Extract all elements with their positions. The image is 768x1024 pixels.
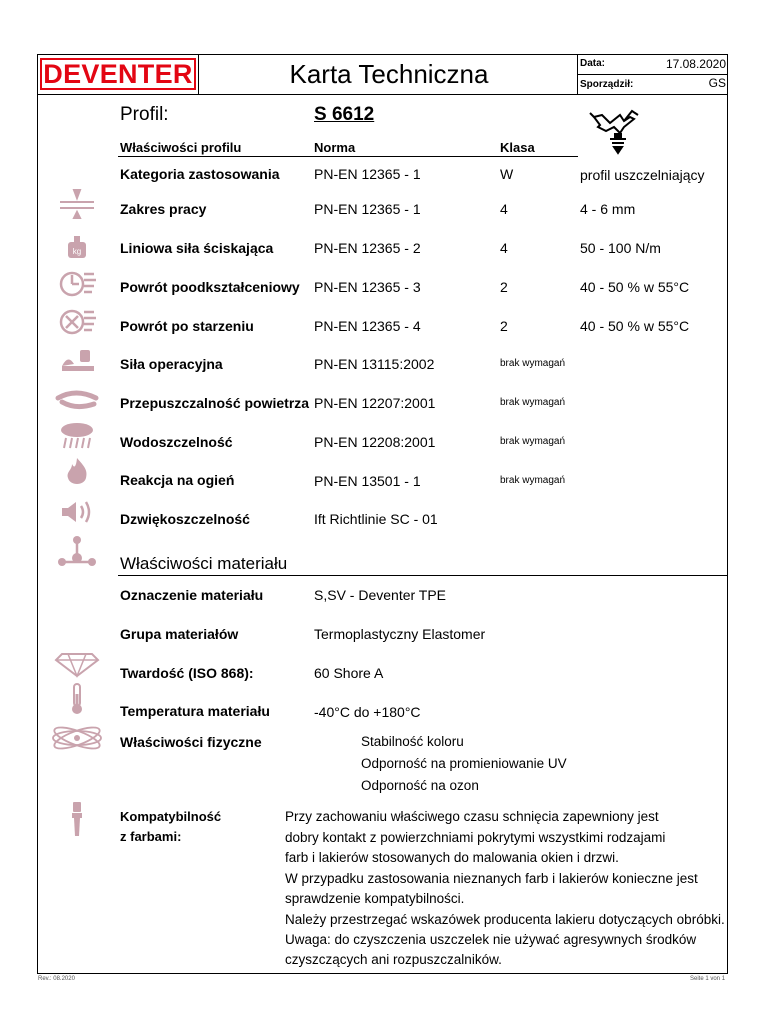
property-norm: PN-EN 12365 - 2 [314, 240, 421, 256]
property-name: Liniowa siła ściskająca [120, 240, 274, 256]
col-header-norm: Norma [314, 140, 356, 155]
property-value: profil uszczelniający [580, 167, 705, 183]
header-separator-logo [198, 54, 199, 94]
rain-icon [54, 420, 100, 452]
profile-code: S 6612 [314, 104, 375, 125]
compression-range-icon [54, 188, 100, 220]
property-name: Siła operacyjna [120, 356, 223, 372]
property-norm: PN-EN 12365 - 3 [314, 279, 421, 295]
material-name: Grupa materiałów [120, 626, 239, 642]
material-value: 60 Shore A [314, 665, 384, 681]
compat-line: czyszczących ani rozpuszczalników. [285, 952, 502, 967]
material-name: Oznaczenie materiału [120, 587, 264, 603]
property-name: Dzwiękoszczelność [120, 511, 250, 527]
author-value: GS [708, 76, 726, 90]
material-value: -40°C do +180°C [314, 704, 421, 720]
col-header-class: Klasa [500, 140, 535, 155]
operating-force-icon [54, 344, 100, 376]
sound-icon [54, 496, 100, 528]
meta-divider [577, 74, 728, 75]
physical-property-item: Odporność na promieniowanie UV [361, 756, 567, 771]
property-name: Przepuszczalność powietrza [120, 395, 310, 411]
material-heading-underline [118, 575, 728, 576]
property-norm: PN-EN 13501 - 1 [314, 473, 421, 489]
footer-page: Seite 1 von 1 [690, 976, 726, 982]
property-class: 2 [500, 318, 508, 334]
compat-line: W przypadku zastosowania nieznanych farb i lakierów konieczne jest [285, 871, 698, 886]
property-value: 50 - 100 N/m [580, 240, 661, 256]
property-class: W [500, 166, 514, 182]
paintbrush-icon [54, 800, 100, 840]
material-value: S,SV - Deventer TPE [314, 587, 447, 603]
property-norm: PN-EN 12365 - 1 [314, 201, 421, 217]
property-class: brak wymagań [500, 475, 566, 486]
profile-label: Profil: [120, 104, 169, 125]
author-label: Sporządził: [580, 79, 634, 90]
thermometer-icon [54, 682, 100, 716]
compat-line: farb i lakierów stosowanych do malowania okien i drzwi. [285, 850, 619, 865]
property-name: Powrót poodkształceniowy [120, 279, 300, 295]
property-value: 4 - 6 mm [580, 201, 636, 217]
compatibility-label-2: z farbami: [120, 829, 182, 844]
property-class: 4 [500, 240, 508, 256]
compat-line: Należy przestrzegać wskazówek producenta lakieru dotyczących obróbki. [285, 912, 725, 927]
property-norm: Ift Richtlinie SC - 01 [314, 511, 438, 527]
property-norm: PN-EN 13115:2002 [314, 356, 435, 372]
property-name: Powrót po starzeniu [120, 318, 254, 334]
property-name: Reakcja na ogień [120, 472, 235, 488]
deventer-logo: DEVENTER [40, 58, 196, 90]
molecule-icon [54, 534, 100, 570]
material-name: Temperatura materiału [120, 703, 270, 719]
aging-recovery-icon [54, 306, 100, 338]
material-value: Termoplastyczny Elastomer [314, 626, 486, 642]
property-class: 2 [500, 279, 508, 295]
recovery-icon [54, 268, 100, 300]
date-label: Data: [580, 58, 606, 69]
material-section-heading: Właściwości materiału [120, 554, 288, 573]
physical-property-item: Stabilność koloru [361, 734, 464, 749]
property-class: brak wymagań [500, 397, 566, 408]
air-permeability-icon [54, 382, 100, 414]
atom-icon [50, 722, 104, 754]
property-name: Zakres pracy [120, 201, 207, 217]
material-name: Twardość (ISO 868): [120, 665, 254, 681]
property-name: Wodoszczelność [120, 434, 233, 450]
compat-line: Uwaga: do czyszczenia uszczelek nie używać agresywnych środków [285, 932, 697, 947]
compatibility-label: Kompatybilność [120, 809, 222, 824]
property-norm: PN-EN 12207:2001 [314, 395, 436, 411]
property-value: 40 - 50 % w 55°C [580, 318, 690, 334]
physical-property-item: Odporność na ozon [361, 778, 479, 793]
property-class: 4 [500, 201, 508, 217]
property-norm: PN-EN 12365 - 4 [314, 318, 421, 334]
compat-line: dobry kontakt z powierzchniami pokrytymi wszystkimi rodzajami [285, 830, 666, 845]
col-header-property: Właściwości profilu [120, 140, 242, 155]
page-title: Karta Techniczna [289, 59, 489, 89]
fire-icon [54, 456, 100, 488]
header-divider [37, 94, 728, 95]
property-norm: PN-EN 12365 - 1 [314, 166, 421, 182]
profile-cross-section-image [580, 97, 656, 159]
property-value: 40 - 50 % w 55°C [580, 279, 690, 295]
property-norm: PN-EN 12208:2001 [314, 434, 436, 450]
property-class: brak wymagań [500, 436, 566, 447]
property-name: Kategoria zastosowania [120, 166, 280, 182]
weight-press-icon [54, 232, 100, 264]
date-value: 17.08.2020 [665, 57, 726, 71]
compat-line: Przy zachowaniu właściwego czasu schnięcia zapewniony jest [285, 809, 659, 824]
diamond-icon [54, 646, 100, 678]
compat-line: sprawdzenie kompatybilności. [285, 891, 465, 906]
column-header-underline [118, 156, 578, 157]
property-class: brak wymagań [500, 358, 566, 369]
physical-properties-label: Właściwości fizyczne [120, 734, 262, 750]
footer-revision: Rev.: 08.2020 [38, 976, 75, 982]
svg-text:kg: kg [72, 247, 82, 256]
